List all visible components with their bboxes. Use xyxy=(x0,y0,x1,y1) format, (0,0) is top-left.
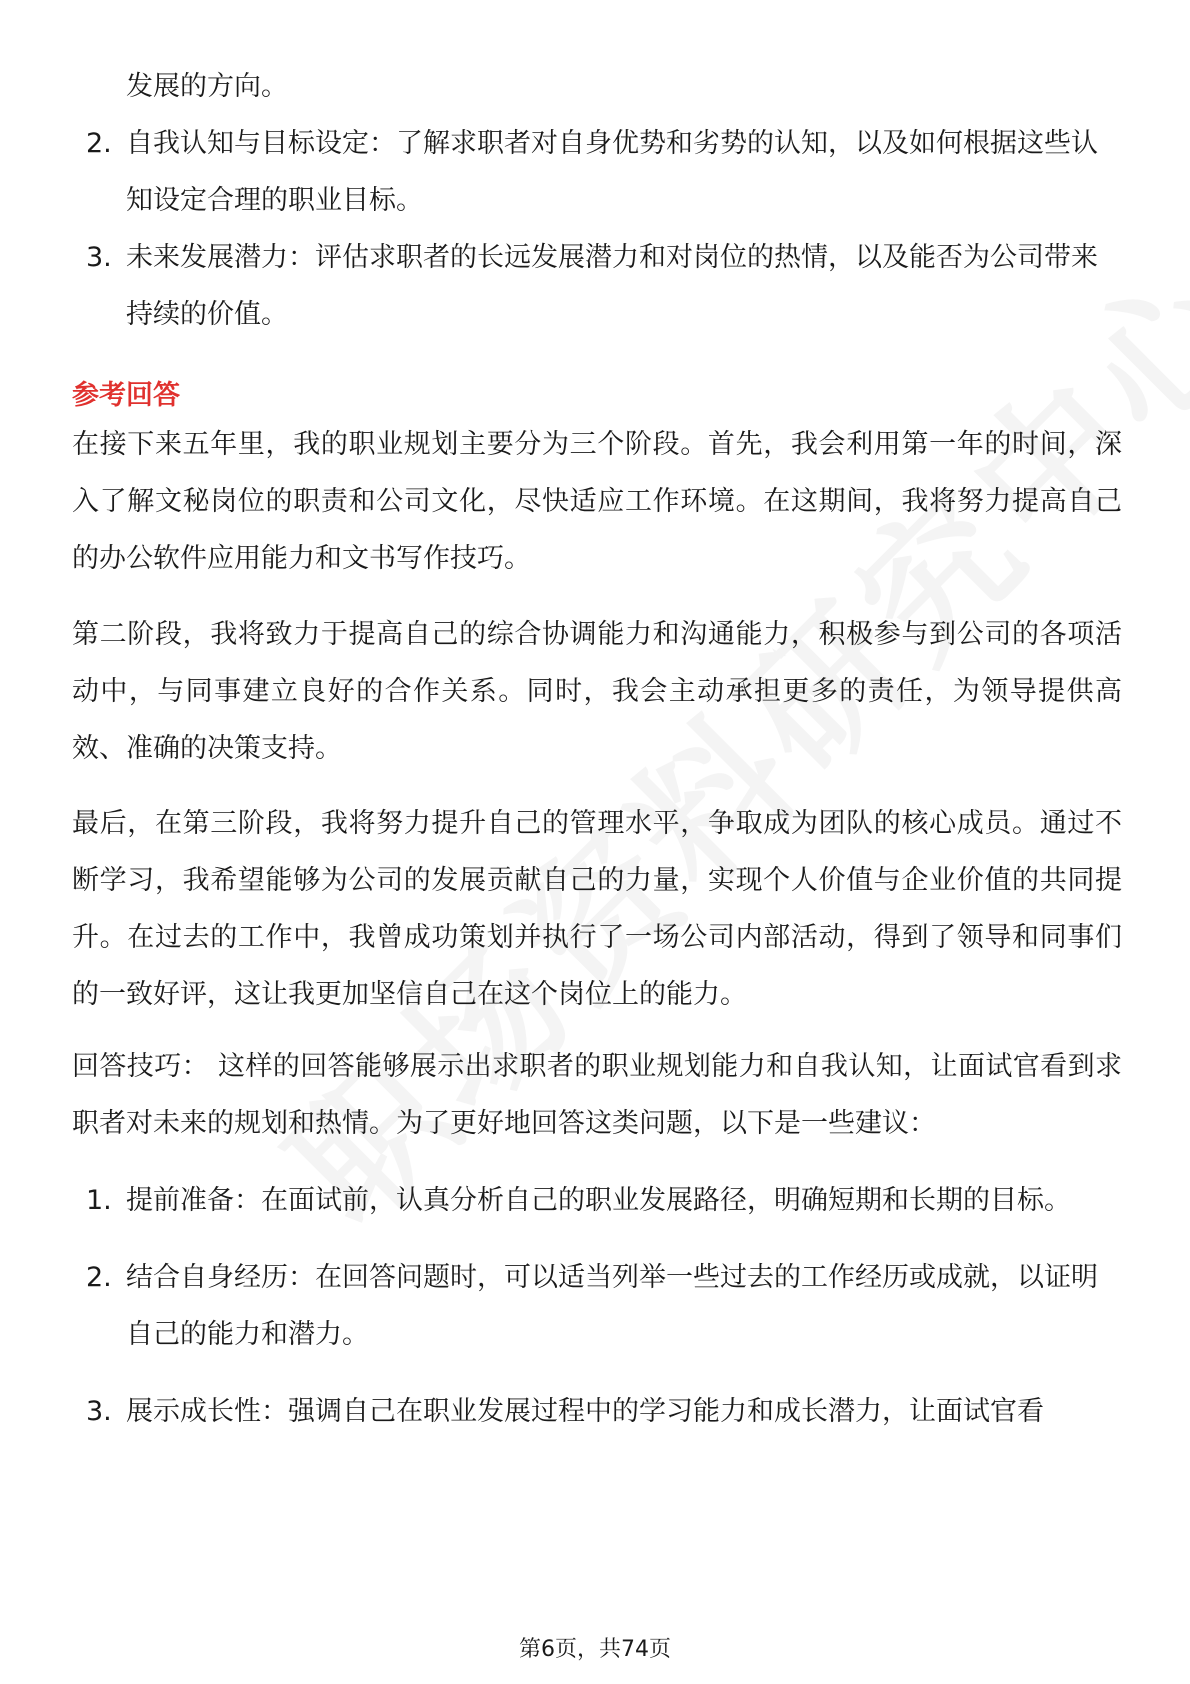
page-number-footer: 第6页，共74页 xyxy=(519,1637,671,1662)
list-number: 1. xyxy=(86,1185,112,1216)
list-item-text: 未来发展潜力：评估求职者的长远发展潜力和对岗位的热情，以及能否为公司带来持续的价值。 xyxy=(126,242,1098,330)
paragraph: 在接下来五年里，我的职业规划主要分为三个阶段。首先，我会利用第一年的时间，深入了解文秘岗位的职责和公司文化，尽快适应工作环境。在这期间，我将努力提高自己的办公软件应用能力和文书写作技巧。 xyxy=(72,429,1122,574)
list-item xyxy=(72,1172,1122,1229)
paragraph: 第二阶段，我将致力于提高自己的综合协调能力和沟通能力，积极参与到公司的各项活动中，与同事建立良好的合作关系。同时，我会主动承担更多的责任，为领导提供高效、准确的决策支持。 xyxy=(72,619,1122,764)
criteria-list xyxy=(72,58,1122,343)
list-number: 2. xyxy=(86,1262,112,1293)
list-item xyxy=(72,229,1122,343)
list-item-text: 提前准备：在面试前，认真分析自己的职业发展路径，明确短期和长期的目标。 xyxy=(126,1185,1071,1216)
list-item-text: 结合自身经历：在回答问题时，可以适当列举一些过去的工作经历或成就，以证明自己的能力和潜力。 xyxy=(126,1262,1098,1350)
paragraph: 最后，在第三阶段，我将努力提升自己的管理水平，争取成为团队的核心成员。通过不断学习，我希望能够为公司的发展贡献自己的力量，实现个人价值与企业价值的共同提升。在过去的工作中，我曾成功策划并执行了一场公司内部活动，得到了领导和同事们的一致好评，这让我更加坚信自己在这个岗位上的能力。 xyxy=(72,808,1122,1010)
paragraph-tips-intro: 回答技巧： 这样的回答能够展示出求职者的职业规划能力和自我认知，让面试官看到求职者对未来的规划和热情。为了更好地回答这类问题，以下是一些建议： xyxy=(72,1051,1122,1139)
list-item xyxy=(72,1249,1122,1363)
list-item-text: 自我认知与目标设定：了解求职者对自身优势和劣势的认知，以及如何根据这些认知设定合理的职业目标。 xyxy=(126,128,1098,216)
list-item-text: 发展的方向。 xyxy=(126,71,288,102)
list-number: 3. xyxy=(86,242,112,273)
list-item-text: 展示成长性：强调自己在职业发展过程中的学习能力和成长潜力，让面试官看 xyxy=(126,1396,1044,1427)
list-item xyxy=(72,115,1122,229)
section-heading: 参考回答 xyxy=(72,380,180,411)
list-number: 3. xyxy=(86,1396,112,1427)
list-item xyxy=(72,1383,1122,1440)
tips-list xyxy=(72,1172,1122,1440)
list-item xyxy=(72,58,1122,115)
list-number: 2. xyxy=(86,128,112,159)
